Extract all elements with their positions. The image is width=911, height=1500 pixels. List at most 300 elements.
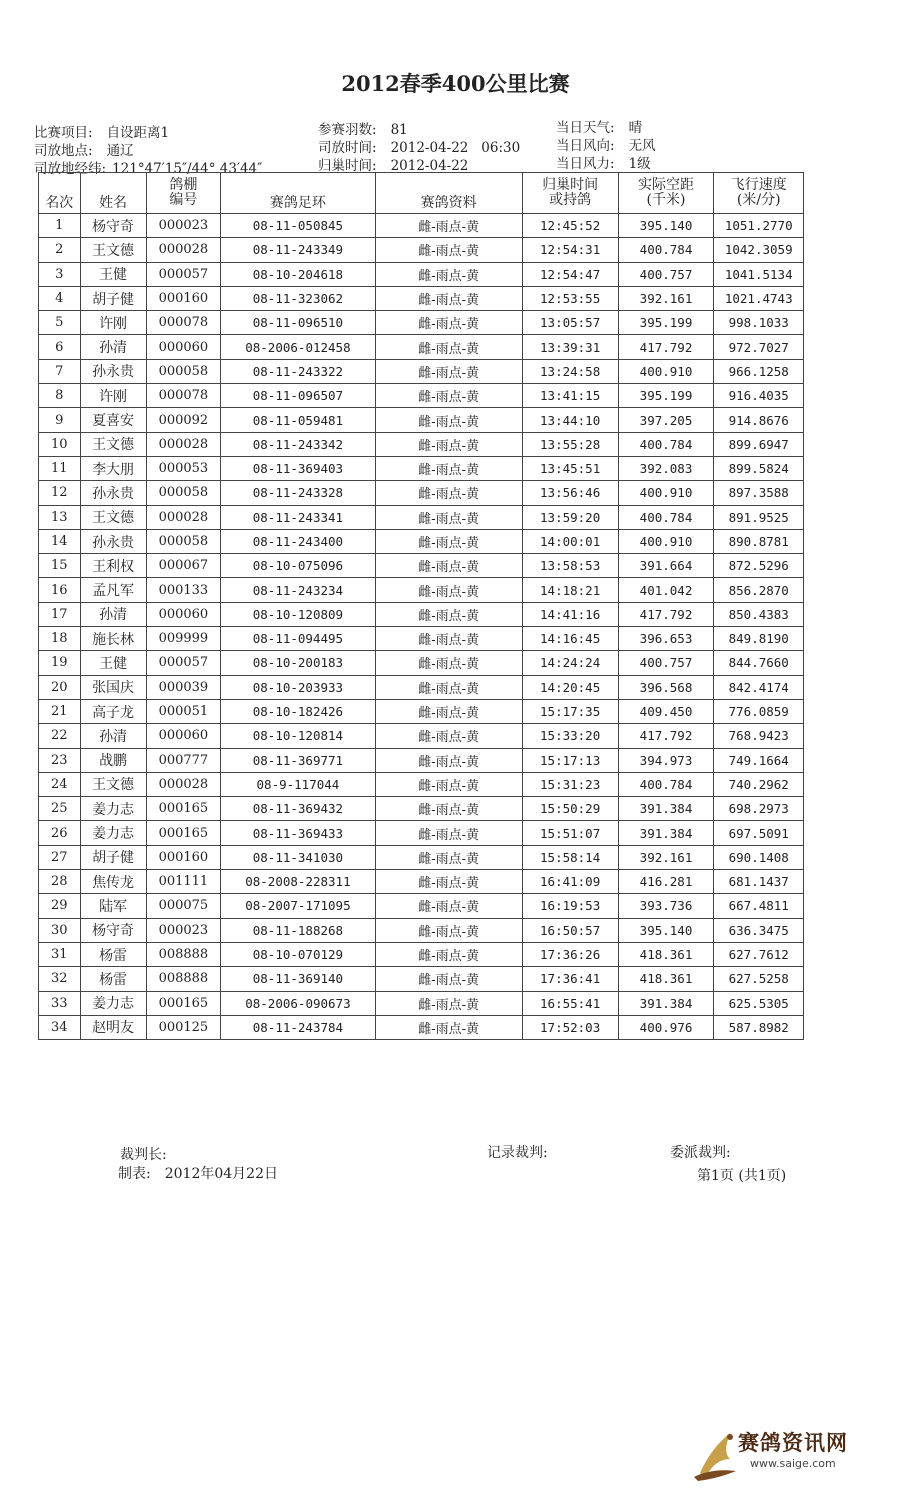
meta-count-label: 参赛羽数: bbox=[318, 122, 377, 138]
cell-loft: 000058 bbox=[146, 529, 221, 553]
cell-name: 孙清 bbox=[80, 335, 146, 359]
cell-distance: 400.757 bbox=[618, 262, 714, 286]
table-row bbox=[39, 554, 804, 578]
header-distance-line2: (千米) bbox=[646, 192, 686, 208]
cell-speed: 749.1664 bbox=[714, 748, 804, 772]
cell-loft: 000028 bbox=[146, 772, 221, 796]
cell-speed: 842.4174 bbox=[714, 675, 804, 699]
cell-time: 15:58:14 bbox=[522, 845, 618, 869]
cell-info: 雌-雨点-黄 bbox=[375, 894, 522, 918]
cell-distance: 400.784 bbox=[618, 238, 714, 262]
cell-name: 许刚 bbox=[80, 311, 146, 335]
cell-speed: 897.3588 bbox=[714, 481, 804, 505]
cell-name: 赵明友 bbox=[80, 1015, 146, 1039]
cell-name: 胡子健 bbox=[80, 286, 146, 310]
meta-wind-direction bbox=[556, 134, 656, 154]
cell-info: 雌-雨点-黄 bbox=[375, 748, 522, 772]
meta-project bbox=[34, 121, 169, 141]
cell-distance: 391.384 bbox=[618, 821, 714, 845]
cell-info: 雌-雨点-黄 bbox=[375, 602, 522, 626]
cell-info: 雌-雨点-黄 bbox=[375, 335, 522, 359]
cell-distance: 417.792 bbox=[618, 724, 714, 748]
cell-name: 王利权 bbox=[80, 554, 146, 578]
cell-info: 雌-雨点-黄 bbox=[375, 529, 522, 553]
cell-info: 雌-雨点-黄 bbox=[375, 578, 522, 602]
cell-distance: 400.784 bbox=[618, 432, 714, 456]
cell-rank: 10 bbox=[39, 432, 81, 456]
cell-distance: 416.281 bbox=[618, 870, 714, 894]
table-body bbox=[39, 214, 804, 1040]
cell-name: 孙永贵 bbox=[80, 529, 146, 553]
cell-info: 雌-雨点-黄 bbox=[375, 432, 522, 456]
cell-rank: 6 bbox=[39, 335, 81, 359]
cell-name: 王健 bbox=[80, 262, 146, 286]
cell-time: 13:39:31 bbox=[522, 335, 618, 359]
cell-name: 王文德 bbox=[80, 505, 146, 529]
header-name: 姓名 bbox=[80, 173, 146, 214]
cell-rank: 4 bbox=[39, 286, 81, 310]
cell-speed: 1021.4743 bbox=[714, 286, 804, 310]
cell-ring: 08-10-203933 bbox=[221, 675, 375, 699]
cell-speed: 890.8781 bbox=[714, 529, 804, 553]
cell-rank: 25 bbox=[39, 797, 81, 821]
cell-name: 胡子健 bbox=[80, 845, 146, 869]
cell-loft: 000057 bbox=[146, 651, 221, 675]
cell-loft: 000023 bbox=[146, 214, 221, 238]
cell-ring: 08-10-120809 bbox=[221, 602, 375, 626]
table-row bbox=[39, 651, 804, 675]
cell-time: 13:05:57 bbox=[522, 311, 618, 335]
cell-rank: 30 bbox=[39, 918, 81, 942]
table-row bbox=[39, 845, 804, 869]
cell-rank: 7 bbox=[39, 359, 81, 383]
page-title: 2012春季400公里比赛 bbox=[341, 71, 570, 96]
cell-name: 李大朋 bbox=[80, 456, 146, 480]
cell-loft: 000125 bbox=[146, 1015, 221, 1039]
cell-info: 雌-雨点-黄 bbox=[375, 967, 522, 991]
cell-distance: 418.361 bbox=[618, 967, 714, 991]
cell-ring: 08-9-117044 bbox=[221, 772, 375, 796]
cell-loft: 008888 bbox=[146, 942, 221, 966]
cell-name: 孙清 bbox=[80, 602, 146, 626]
cell-info: 雌-雨点-黄 bbox=[375, 651, 522, 675]
table-row bbox=[39, 821, 804, 845]
cell-name: 战鹏 bbox=[80, 748, 146, 772]
cell-distance: 395.140 bbox=[618, 214, 714, 238]
cell-speed: 872.5296 bbox=[714, 554, 804, 578]
cell-rank: 24 bbox=[39, 772, 81, 796]
cell-speed: 1041.5134 bbox=[714, 262, 804, 286]
cell-name: 孙永贵 bbox=[80, 359, 146, 383]
cell-ring: 08-11-243400 bbox=[221, 529, 375, 553]
cell-name: 姜力志 bbox=[80, 991, 146, 1015]
cell-name: 杨守奇 bbox=[80, 214, 146, 238]
cell-speed: 698.2973 bbox=[714, 797, 804, 821]
meta-release-time bbox=[318, 136, 520, 156]
table-row bbox=[39, 894, 804, 918]
cell-time: 13:59:20 bbox=[522, 505, 618, 529]
cell-time: 13:58:53 bbox=[522, 554, 618, 578]
meta-return-time bbox=[318, 154, 468, 174]
watermark bbox=[690, 1425, 890, 1485]
cell-name: 王文德 bbox=[80, 772, 146, 796]
cell-speed: 916.4035 bbox=[714, 384, 804, 408]
cell-speed: 768.9423 bbox=[714, 724, 804, 748]
cell-time: 12:45:52 bbox=[522, 214, 618, 238]
cell-loft: 000028 bbox=[146, 432, 221, 456]
cell-rank: 1 bbox=[39, 214, 81, 238]
cell-time: 14:41:16 bbox=[522, 602, 618, 626]
cell-name: 张国庆 bbox=[80, 675, 146, 699]
cell-distance: 391.384 bbox=[618, 991, 714, 1015]
footer-appointed: 委派裁判: bbox=[670, 1145, 731, 1161]
cell-distance: 395.199 bbox=[618, 384, 714, 408]
cell-loft: 000078 bbox=[146, 384, 221, 408]
cell-time: 16:50:57 bbox=[522, 918, 618, 942]
cell-time: 12:53:55 bbox=[522, 286, 618, 310]
cell-rank: 34 bbox=[39, 1015, 81, 1039]
cell-speed: 587.8982 bbox=[714, 1015, 804, 1039]
cell-ring: 08-10-075096 bbox=[221, 554, 375, 578]
cell-ring: 08-2006-090673 bbox=[221, 991, 375, 1015]
meta-wind-force-label: 当日风力: bbox=[556, 156, 615, 172]
cell-distance: 395.140 bbox=[618, 918, 714, 942]
cell-ring: 08-11-341030 bbox=[221, 845, 375, 869]
table-row bbox=[39, 311, 804, 335]
cell-loft: 000058 bbox=[146, 481, 221, 505]
cell-speed: 1042.3059 bbox=[714, 238, 804, 262]
cell-distance: 392.161 bbox=[618, 286, 714, 310]
table-row bbox=[39, 870, 804, 894]
header-loft-line1: 鸽棚 bbox=[169, 177, 198, 193]
cell-loft: 000028 bbox=[146, 505, 221, 529]
cell-info: 雌-雨点-黄 bbox=[375, 481, 522, 505]
cell-distance: 391.664 bbox=[618, 554, 714, 578]
cell-distance: 395.199 bbox=[618, 311, 714, 335]
cell-loft: 001111 bbox=[146, 870, 221, 894]
cell-speed: 697.5091 bbox=[714, 821, 804, 845]
cell-loft: 000777 bbox=[146, 748, 221, 772]
cell-distance: 417.792 bbox=[618, 602, 714, 626]
cell-speed: 998.1033 bbox=[714, 311, 804, 335]
cell-info: 雌-雨点-黄 bbox=[375, 554, 522, 578]
header-speed bbox=[714, 173, 804, 214]
cell-loft: 000075 bbox=[146, 894, 221, 918]
cell-rank: 16 bbox=[39, 578, 81, 602]
cell-rank: 20 bbox=[39, 675, 81, 699]
cell-loft: 009999 bbox=[146, 627, 221, 651]
cell-loft: 000067 bbox=[146, 554, 221, 578]
cell-loft: 000060 bbox=[146, 335, 221, 359]
cell-time: 17:52:03 bbox=[522, 1015, 618, 1039]
table-row bbox=[39, 286, 804, 310]
cell-distance: 394.973 bbox=[618, 748, 714, 772]
table-row bbox=[39, 359, 804, 383]
meta-weather-value: 晴 bbox=[628, 120, 643, 136]
cell-time: 14:00:01 bbox=[522, 529, 618, 553]
cell-time: 17:36:41 bbox=[522, 967, 618, 991]
table-row bbox=[39, 505, 804, 529]
cell-info: 雌-雨点-黄 bbox=[375, 675, 522, 699]
cell-info: 雌-雨点-黄 bbox=[375, 991, 522, 1015]
cell-name: 王文德 bbox=[80, 432, 146, 456]
cell-info: 雌-雨点-黄 bbox=[375, 262, 522, 286]
cell-time: 13:24:58 bbox=[522, 359, 618, 383]
cell-rank: 9 bbox=[39, 408, 81, 432]
cell-time: 13:45:51 bbox=[522, 456, 618, 480]
table-row bbox=[39, 675, 804, 699]
cell-rank: 21 bbox=[39, 699, 81, 723]
cell-info: 雌-雨点-黄 bbox=[375, 918, 522, 942]
cell-distance: 397.205 bbox=[618, 408, 714, 432]
cell-time: 15:17:35 bbox=[522, 699, 618, 723]
cell-loft: 000160 bbox=[146, 286, 221, 310]
cell-time: 13:55:28 bbox=[522, 432, 618, 456]
cell-loft: 000078 bbox=[146, 311, 221, 335]
footer-referee: 裁判长: bbox=[120, 1147, 167, 1163]
footer-page-info: 第1页 (共1页) bbox=[697, 1168, 787, 1184]
cell-speed: 636.3475 bbox=[714, 918, 804, 942]
meta-project-label: 比赛项目: bbox=[34, 125, 93, 141]
cell-rank: 17 bbox=[39, 602, 81, 626]
cell-info: 雌-雨点-黄 bbox=[375, 772, 522, 796]
meta-weather-label: 当日天气: bbox=[556, 120, 615, 136]
cell-time: 15:17:13 bbox=[522, 748, 618, 772]
cell-name: 夏喜安 bbox=[80, 408, 146, 432]
cell-name: 王文德 bbox=[80, 238, 146, 262]
cell-info: 雌-雨点-黄 bbox=[375, 384, 522, 408]
cell-loft: 000165 bbox=[146, 797, 221, 821]
cell-loft: 000023 bbox=[146, 918, 221, 942]
cell-info: 雌-雨点-黄 bbox=[375, 408, 522, 432]
cell-name: 姜力志 bbox=[80, 797, 146, 821]
meta-project-value: 自设距离1 bbox=[106, 125, 170, 141]
cell-rank: 26 bbox=[39, 821, 81, 845]
cell-rank: 15 bbox=[39, 554, 81, 578]
header-speed-line1: 飞行速度 bbox=[730, 177, 787, 193]
cell-time: 14:16:45 bbox=[522, 627, 618, 651]
cell-ring: 08-11-369432 bbox=[221, 797, 375, 821]
cell-speed: 740.2962 bbox=[714, 772, 804, 796]
cell-name: 高子龙 bbox=[80, 699, 146, 723]
table-row bbox=[39, 699, 804, 723]
cell-distance: 418.361 bbox=[618, 942, 714, 966]
cell-speed: 849.8190 bbox=[714, 627, 804, 651]
table-row bbox=[39, 456, 804, 480]
cell-rank: 33 bbox=[39, 991, 81, 1015]
cell-distance: 392.083 bbox=[618, 456, 714, 480]
cell-info: 雌-雨点-黄 bbox=[375, 821, 522, 845]
meta-location-value: 通辽 bbox=[106, 143, 134, 159]
cell-name: 杨守奇 bbox=[80, 918, 146, 942]
cell-speed: 966.1258 bbox=[714, 359, 804, 383]
cell-ring: 08-11-323062 bbox=[221, 286, 375, 310]
cell-ring: 08-11-243341 bbox=[221, 505, 375, 529]
meta-coords-value: 121°47′15″/44° 43′44″ bbox=[112, 161, 263, 177]
cell-info: 雌-雨点-黄 bbox=[375, 238, 522, 262]
cell-ring: 08-11-243784 bbox=[221, 1015, 375, 1039]
cell-loft: 000060 bbox=[146, 602, 221, 626]
cell-ring: 08-11-059481 bbox=[221, 408, 375, 432]
table-row bbox=[39, 238, 804, 262]
cell-loft: 000133 bbox=[146, 578, 221, 602]
cell-rank: 22 bbox=[39, 724, 81, 748]
header-speed-line2: (米/分) bbox=[736, 192, 781, 208]
cell-speed: 972.7027 bbox=[714, 335, 804, 359]
cell-time: 15:33:20 bbox=[522, 724, 618, 748]
cell-ring: 08-10-070129 bbox=[221, 942, 375, 966]
footer-made bbox=[118, 1163, 278, 1183]
cell-rank: 5 bbox=[39, 311, 81, 335]
meta-release-time-value: 2012-04-22 06:30 bbox=[390, 140, 521, 156]
table-row bbox=[39, 1015, 804, 1039]
cell-info: 雌-雨点-黄 bbox=[375, 456, 522, 480]
cell-rank: 19 bbox=[39, 651, 81, 675]
footer-made-label: 制表: bbox=[118, 1166, 151, 1182]
cell-speed: 625.5305 bbox=[714, 991, 804, 1015]
cell-ring: 08-11-094495 bbox=[221, 627, 375, 651]
header-time-line2: 或持鸽 bbox=[549, 192, 592, 208]
meta-coords-label: 司放地经纬: bbox=[34, 161, 107, 177]
cell-distance: 396.568 bbox=[618, 675, 714, 699]
cell-rank: 31 bbox=[39, 942, 81, 966]
cell-time: 12:54:47 bbox=[522, 262, 618, 286]
cell-loft: 008888 bbox=[146, 967, 221, 991]
table-row bbox=[39, 335, 804, 359]
header-ring: 赛鸽足环 bbox=[221, 173, 375, 214]
table-row bbox=[39, 991, 804, 1015]
cell-ring: 08-11-369433 bbox=[221, 821, 375, 845]
cell-rank: 8 bbox=[39, 384, 81, 408]
cell-ring: 08-11-096507 bbox=[221, 384, 375, 408]
meta-location-label: 司放地点: bbox=[34, 143, 93, 159]
footer-made-date: 2012年04月22日 bbox=[164, 1166, 278, 1182]
cell-name: 姜力志 bbox=[80, 821, 146, 845]
cell-info: 雌-雨点-黄 bbox=[375, 214, 522, 238]
cell-loft: 000092 bbox=[146, 408, 221, 432]
table-header-row bbox=[39, 173, 804, 214]
cell-name: 杨雷 bbox=[80, 967, 146, 991]
table-row bbox=[39, 967, 804, 991]
cell-ring: 08-2008-228311 bbox=[221, 870, 375, 894]
cell-info: 雌-雨点-黄 bbox=[375, 870, 522, 894]
cell-loft: 000028 bbox=[146, 238, 221, 262]
cell-speed: 891.9525 bbox=[714, 505, 804, 529]
cell-info: 雌-雨点-黄 bbox=[375, 311, 522, 335]
table-row bbox=[39, 214, 804, 238]
cell-ring: 08-2006-012458 bbox=[221, 335, 375, 359]
cell-speed: 914.8676 bbox=[714, 408, 804, 432]
table-row bbox=[39, 481, 804, 505]
cell-time: 15:51:07 bbox=[522, 821, 618, 845]
cell-rank: 23 bbox=[39, 748, 81, 772]
cell-time: 16:41:09 bbox=[522, 870, 618, 894]
table-row bbox=[39, 724, 804, 748]
table-row bbox=[39, 942, 804, 966]
cell-loft: 000051 bbox=[146, 699, 221, 723]
cell-speed: 1051.2770 bbox=[714, 214, 804, 238]
table-row bbox=[39, 602, 804, 626]
cell-time: 13:44:10 bbox=[522, 408, 618, 432]
header-info: 赛鸽资料 bbox=[375, 173, 522, 214]
meta-count-value: 81 bbox=[390, 122, 408, 138]
cell-name: 许刚 bbox=[80, 384, 146, 408]
cell-rank: 12 bbox=[39, 481, 81, 505]
cell-speed: 776.0859 bbox=[714, 699, 804, 723]
cell-rank: 32 bbox=[39, 967, 81, 991]
cell-time: 14:24:24 bbox=[522, 651, 618, 675]
cell-time: 15:50:29 bbox=[522, 797, 618, 821]
cell-rank: 11 bbox=[39, 456, 81, 480]
cell-time: 12:54:31 bbox=[522, 238, 618, 262]
cell-info: 雌-雨点-黄 bbox=[375, 797, 522, 821]
cell-loft: 000039 bbox=[146, 675, 221, 699]
cell-ring: 08-11-050845 bbox=[221, 214, 375, 238]
cell-distance: 391.384 bbox=[618, 797, 714, 821]
cell-time: 14:20:45 bbox=[522, 675, 618, 699]
cell-rank: 13 bbox=[39, 505, 81, 529]
cell-time: 14:18:21 bbox=[522, 578, 618, 602]
meta-weather bbox=[556, 116, 642, 136]
cell-speed: 627.7612 bbox=[714, 942, 804, 966]
cell-distance: 401.042 bbox=[618, 578, 714, 602]
cell-speed: 667.4811 bbox=[714, 894, 804, 918]
cell-ring: 08-11-243322 bbox=[221, 359, 375, 383]
table-row bbox=[39, 627, 804, 651]
cell-distance: 417.792 bbox=[618, 335, 714, 359]
cell-rank: 27 bbox=[39, 845, 81, 869]
table-row bbox=[39, 748, 804, 772]
cell-speed: 850.4383 bbox=[714, 602, 804, 626]
cell-loft: 000058 bbox=[146, 359, 221, 383]
cell-name: 孟凡军 bbox=[80, 578, 146, 602]
cell-loft: 000165 bbox=[146, 991, 221, 1015]
header-loft bbox=[146, 173, 221, 214]
cell-distance: 400.910 bbox=[618, 359, 714, 383]
table-row bbox=[39, 384, 804, 408]
cell-info: 雌-雨点-黄 bbox=[375, 942, 522, 966]
cell-speed: 844.7660 bbox=[714, 651, 804, 675]
cell-name: 施长林 bbox=[80, 627, 146, 651]
meta-wind-direction-label: 当日风向: bbox=[556, 138, 615, 154]
cell-time: 15:31:23 bbox=[522, 772, 618, 796]
cell-distance: 400.784 bbox=[618, 772, 714, 796]
cell-time: 17:36:26 bbox=[522, 942, 618, 966]
watermark-name: 赛鸽资讯网 bbox=[738, 1431, 848, 1455]
meta-location bbox=[34, 139, 134, 159]
cell-rank: 28 bbox=[39, 870, 81, 894]
cell-ring: 08-11-243234 bbox=[221, 578, 375, 602]
cell-distance: 400.757 bbox=[618, 651, 714, 675]
meta-return-time-label: 归巢时间: bbox=[318, 158, 377, 174]
cell-info: 雌-雨点-黄 bbox=[375, 845, 522, 869]
cell-ring: 08-10-120814 bbox=[221, 724, 375, 748]
cell-info: 雌-雨点-黄 bbox=[375, 627, 522, 651]
cell-speed: 690.1408 bbox=[714, 845, 804, 869]
cell-distance: 400.910 bbox=[618, 529, 714, 553]
cell-ring: 08-11-369140 bbox=[221, 967, 375, 991]
table-row bbox=[39, 797, 804, 821]
cell-ring: 08-10-204618 bbox=[221, 262, 375, 286]
header-distance bbox=[618, 173, 714, 214]
footer-recorder: 记录裁判: bbox=[487, 1145, 548, 1161]
results-table bbox=[38, 172, 804, 1040]
cell-info: 雌-雨点-黄 bbox=[375, 1015, 522, 1039]
meta-wind-force bbox=[556, 152, 651, 172]
watermark-url: www.saige.com bbox=[750, 1457, 836, 1470]
cell-rank: 3 bbox=[39, 262, 81, 286]
header-time-line1: 归巢时间 bbox=[542, 177, 599, 193]
